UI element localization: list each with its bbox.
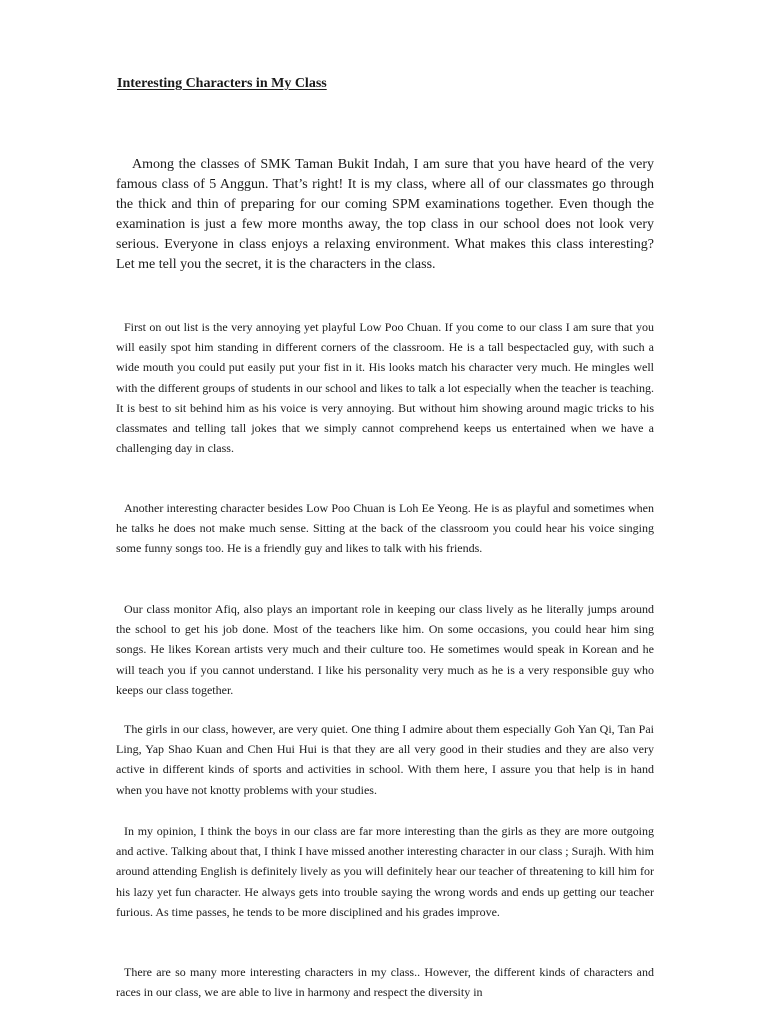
intro-paragraph: Among the classes of SMK Taman Bukit Indah, I am sure that you have heard of the very famous class of 5 Anggun. That’s right! It is my class, where all of our classmates go through the thick and thin of preparing for our coming SPM examinations together. Even though the examination is just a few more months away, the top class in our school does not look very serious. Everyone in class enjoys a relaxing environment. What makes this class interesting? Let me tell you the secret, it is the characters in the class. bbox=[116, 157, 654, 273]
paragraph-class-monitor: Our class monitor Afiq, also plays an important role in keeping our class lively as he literally jumps around the school to get his job done. Most of the teachers like him. On some occasions, you could hear him sing songs. He likes Korean artists very much and their culture too. He sometimes would speak in Korean and he will teach you if you cannot understand. I like his personality very much as he is a very responsible guy who keeps our class together. bbox=[116, 602, 654, 697]
paragraph-girls: The girls in our class, however, are very quiet. One thing I admire about them especially Goh Yan Qi, Tan Pai Ling, Yap Shao Kuan and Chen Hui Hui is that they are all very good in their studies and they are also very active in different kinds of sports and activities in school. With them here, I assure you that help is in hand when you have not knotty problems with your studies. bbox=[116, 722, 654, 797]
paragraph-loh-ee-yeong: Another interesting character besides Low Poo Chuan is Loh Ee Yeong. He is as playful and sometimes when he talks he does not make much sense. Sitting at the back of the classroom you could hear his voice singing some funny songs too. He is a friendly guy and likes to talk with his friends. bbox=[116, 501, 654, 556]
document-title: Interesting Characters in My Class bbox=[117, 76, 327, 91]
paragraph-conclusion: There are so many more interesting characters in my class.. However, the different kinds of characters and races in our class, we are able to live in harmony and respect the diversity in bbox=[116, 965, 654, 1000]
paragraph-low-poo-chuan: First on out list is the very annoying yet playful Low Poo Chuan. If you come to our class I am sure that you will easily spot him standing in different corners of the classroom. He is a tall bespectacled guy, with such a wide mouth you could put easily put your fist in it. His looks match his character very much. He mingles well with the different groups of students in our school and likes to talk a lot especially when the teacher is teaching. It is best to sit behind him as his voice is very annoying. But without him showing around magic tricks to his classmates and telling tall jokes that we simply cannot comprehend keeps us entertained when we have a challenging day in class. bbox=[116, 320, 654, 456]
paragraph-opinion: In my opinion, I think the boys in our class are far more interesting than the girls as they are more outgoing and active. Talking about that, I think I have missed another interesting character in our class ; Surajh. With him around attending English is definitely lively as you will definitely hear our teacher of threatening to kill him for his lazy yet fun character. He always gets into trouble saying the wrong words and ends up getting our teacher furious. As time passes, he tends to be more disciplined and his grades improve. bbox=[116, 824, 654, 919]
